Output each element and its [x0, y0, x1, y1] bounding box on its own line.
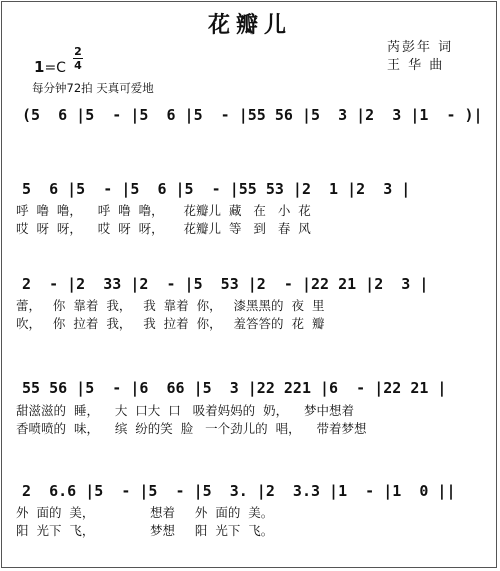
- system-4-lyrics-verse-2: 阳 光下 飞， 梦想 阳 光下 飞。: [16, 523, 274, 538]
- key-letter: =C: [44, 60, 66, 76]
- intro-notes: (5 6 |5 - |5 6 |5 - |55 56 |5 3 |2 3 |1 - )|: [22, 106, 483, 124]
- system-3-notes: 55 56 |5 - |6 66 |5 3 |22 221 |6 - |22 21 |: [22, 379, 447, 397]
- key-tonic: 1: [34, 58, 45, 76]
- time-signature: [73, 46, 83, 71]
- system-1-lyrics-verse-1: 呼 噜 噜， 呼 噜 噜， 花瓣儿 藏 在 小 花: [16, 203, 311, 218]
- meter-bottom: 4: [74, 59, 82, 72]
- system-1-lyrics-verse-2: 哎 呀 呀， 哎 呀 呀， 花瓣儿 等 到 春 风: [16, 221, 311, 236]
- system-2-lyrics-verse-1: 蕾， 你 靠着 我， 我 靠着 你， 漆黑黑的 夜 里: [16, 298, 325, 313]
- system-4-notes: 2 6.6 |5 - |5 - |5 3. |2 3.3 |1 - |1 0 ||: [22, 482, 456, 500]
- system-1-notes: 5 6 |5 - |5 6 |5 - |55 53 |2 1 |2 3 |: [22, 180, 411, 198]
- system-3-lyrics-verse-2: 香喷喷的 味， 缤 纷的笑 脸 一个劲儿的 唱， 带着梦想: [16, 421, 367, 436]
- system-3-lyrics-verse-1: 甜滋滋的 睡， 大 口大 口 吸着妈妈的 奶， 梦中想着: [16, 403, 354, 418]
- key-signature: [34, 58, 66, 76]
- system-2-lyrics-verse-2: 吹， 你 拉着 我， 我 拉着 你， 羞答答的 花 瓣: [16, 316, 325, 331]
- composer-credit: 王 华 曲: [387, 58, 445, 73]
- lyricist-credit: 芮彭年 词: [387, 40, 454, 55]
- system-4-lyrics-verse-1: 外 面的 美， 想着 外 面的 美。: [16, 505, 274, 520]
- system-2-notes: 2 - |2 33 |2 - |5 53 |2 - |22 21 |2 3 |: [22, 275, 429, 293]
- meter-top: 2: [74, 45, 82, 58]
- tempo-marking: 每分钟72拍 天真可爱地: [32, 81, 154, 95]
- song-title: 花瓣儿: [207, 12, 292, 38]
